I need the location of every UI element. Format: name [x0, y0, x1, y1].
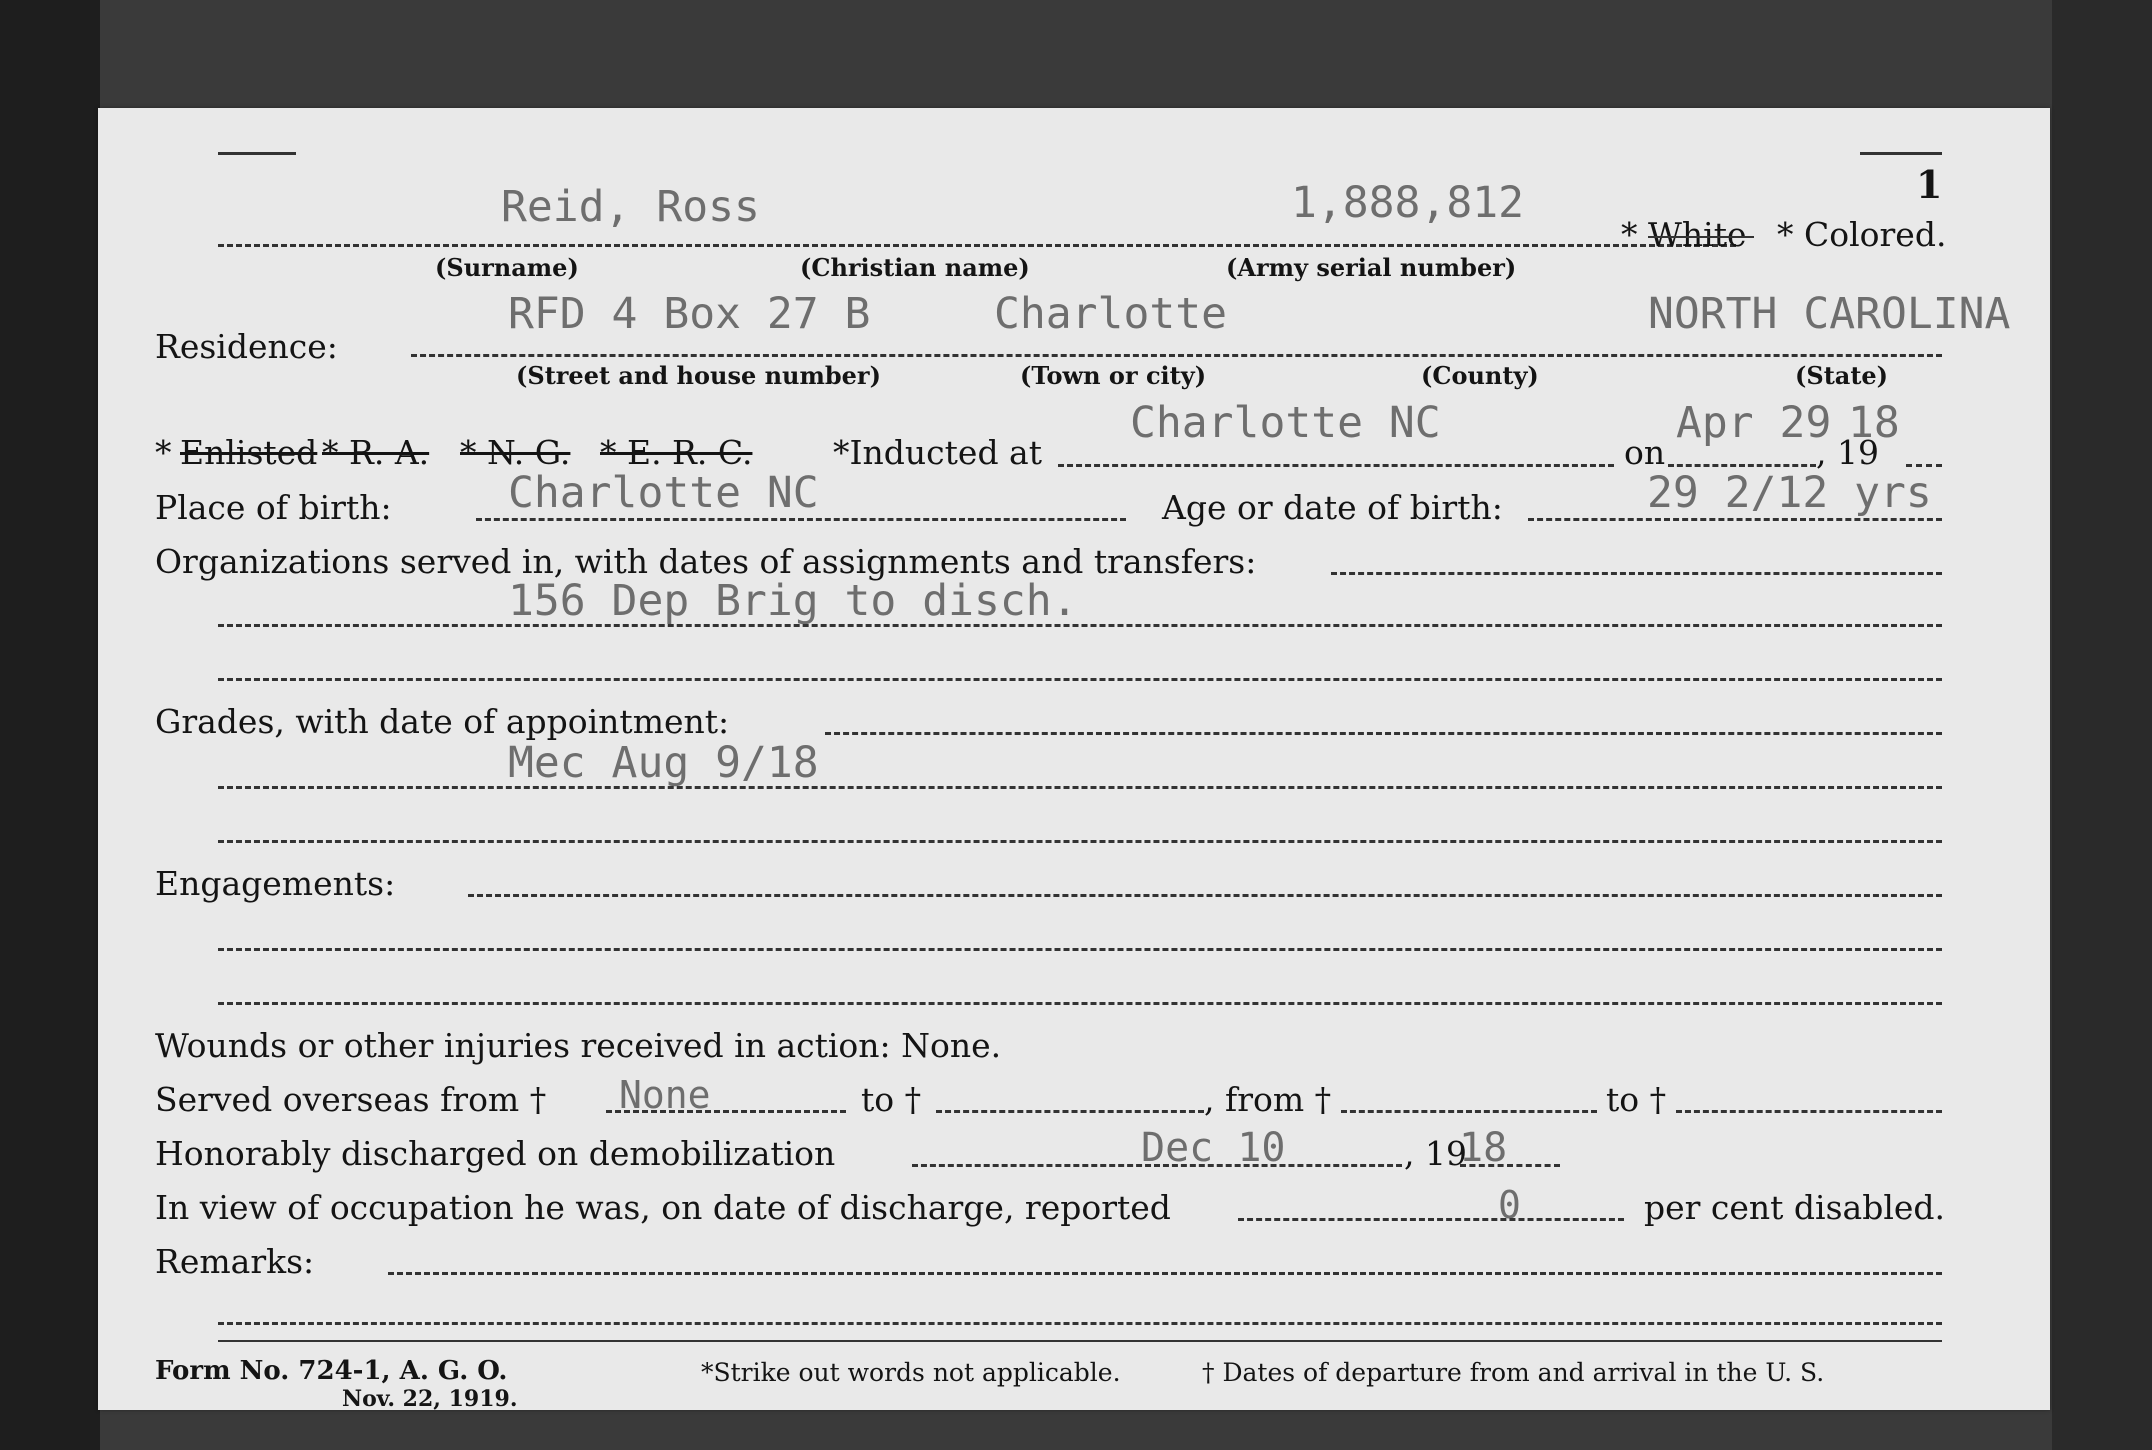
form-date: Nov. 22, 1919. [342, 1386, 518, 1412]
residence-line [411, 354, 1942, 357]
organizations-label: Organizations served in, with dates of assignments and transfers: [155, 542, 1257, 581]
strike-note: *Strike out words not applicable. [701, 1358, 1121, 1387]
place-of-birth-label: Place of birth: [155, 488, 392, 527]
discharge-year-prefix: , 19 [1404, 1134, 1467, 1173]
age-label: Age or date of birth: [1162, 488, 1503, 527]
card-number: 1 [1916, 162, 1943, 207]
age-entry: 29 2/12 yrs [1647, 468, 1932, 518]
dates-note: † Dates of departure from and arrival in the U. S. [1202, 1358, 1825, 1387]
age-line [1528, 518, 1942, 521]
ra-option: * R. A. [322, 433, 430, 472]
remarks-label: Remarks: [155, 1242, 315, 1281]
induction-year-line [1906, 464, 1942, 467]
induction-year-entry: 18 [1848, 398, 1900, 448]
overseas-to-label: to † [861, 1080, 922, 1119]
street-caption: (Street and house number) [516, 361, 881, 390]
race-colored-option: * Colored. [1777, 215, 1947, 254]
place-of-birth-line [476, 518, 1126, 521]
wounds-label: Wounds or other injuries received in action: None. [155, 1026, 1002, 1065]
enlisted-option: Enlisted [180, 433, 318, 472]
overseas-to-line [936, 1110, 1204, 1113]
organizations-line-1 [1331, 572, 1942, 575]
state-entry: NORTH CAROLINA [1648, 289, 2011, 339]
surname-caption: (Surname) [435, 253, 579, 282]
percent-disabled-label: per cent disabled. [1644, 1188, 1946, 1227]
engagements-line-1 [468, 894, 1942, 897]
serial-number-entry: 1,888,812 [1291, 178, 1524, 228]
organizations-entry: 156 Dep Brig to disch. [508, 576, 1078, 626]
enlisted-star: * [155, 433, 172, 472]
overseas-from-line [606, 1110, 846, 1113]
induction-year-prefix: , 19 [1816, 433, 1879, 472]
race-white-strike [1648, 236, 1754, 238]
inducted-at-entry: Charlotte NC [1130, 398, 1441, 448]
overseas-from-label: Served overseas from † [155, 1080, 547, 1119]
overseas-to2-line [1676, 1110, 1942, 1113]
discharge-date-line [912, 1164, 1402, 1167]
service-record-card [98, 108, 2050, 1410]
inducted-at-line [1058, 464, 1614, 467]
footer-rule [218, 1340, 1942, 1342]
town-entry: Charlotte [994, 289, 1227, 339]
percent-disabled-entry: 0 [1498, 1183, 1521, 1227]
residence-label: Residence: [155, 327, 338, 366]
discharge-year-line [1460, 1164, 1560, 1167]
induction-date-line [1668, 464, 1816, 467]
scan-border-right [2052, 0, 2152, 1450]
inducted-at-label: *Inducted at [833, 433, 1042, 472]
state-caption: (State) [1795, 361, 1889, 390]
street-entry: RFD 4 Box 27 B [508, 289, 871, 339]
ng-option: * N. G. [460, 433, 571, 472]
engagements-label: Engagements: [155, 864, 396, 903]
name-line [218, 244, 1736, 247]
occupation-label: In view of occupation he was, on date of discharge, reported [155, 1188, 1171, 1227]
grades-label: Grades, with date of appointment: [155, 702, 730, 741]
name-entry: Reid, Ross [501, 182, 760, 232]
serial-caption: (Army serial number) [1226, 253, 1517, 282]
place-of-birth-entry: Charlotte NC [508, 468, 819, 518]
overseas-to2-label: to † [1606, 1080, 1667, 1119]
overseas-from2-line [1341, 1110, 1597, 1113]
grades-line-2 [218, 786, 1942, 789]
top-left-rule [218, 152, 296, 155]
top-right-rule [1860, 152, 1942, 155]
discharge-label: Honorably discharged on demobilization [155, 1134, 836, 1173]
erc-option: * E. R. C. [600, 433, 753, 472]
town-caption: (Town or city) [1020, 361, 1207, 390]
overseas-from2-label: , from † [1204, 1080, 1332, 1119]
grades-line-3 [218, 840, 1942, 843]
scan-border-left [0, 0, 100, 1450]
christian-name-caption: (Christian name) [800, 253, 1030, 282]
organizations-line-3 [218, 678, 1942, 681]
county-caption: (County) [1421, 361, 1539, 390]
grades-line-1 [825, 732, 1942, 735]
form-number: Form No. 724-1, A. G. O. [155, 1356, 508, 1386]
overseas-from-entry: None [619, 1073, 711, 1117]
race-white-option: * White [1621, 215, 1747, 254]
organizations-line-2 [218, 624, 1942, 627]
grades-entry: Mec Aug 9/18 [508, 738, 819, 788]
discharge-year-entry: 18 [1459, 1125, 1508, 1171]
occupation-line [1238, 1218, 1624, 1221]
on-label: on [1624, 433, 1666, 472]
discharge-date-entry: Dec 10 [1141, 1125, 1286, 1171]
induction-date-entry: Apr 29 [1676, 398, 1832, 448]
engagements-line-3 [218, 1002, 1942, 1005]
remarks-line-2 [218, 1322, 1942, 1325]
engagements-line-2 [218, 948, 1942, 951]
remarks-line-1 [388, 1272, 1942, 1275]
